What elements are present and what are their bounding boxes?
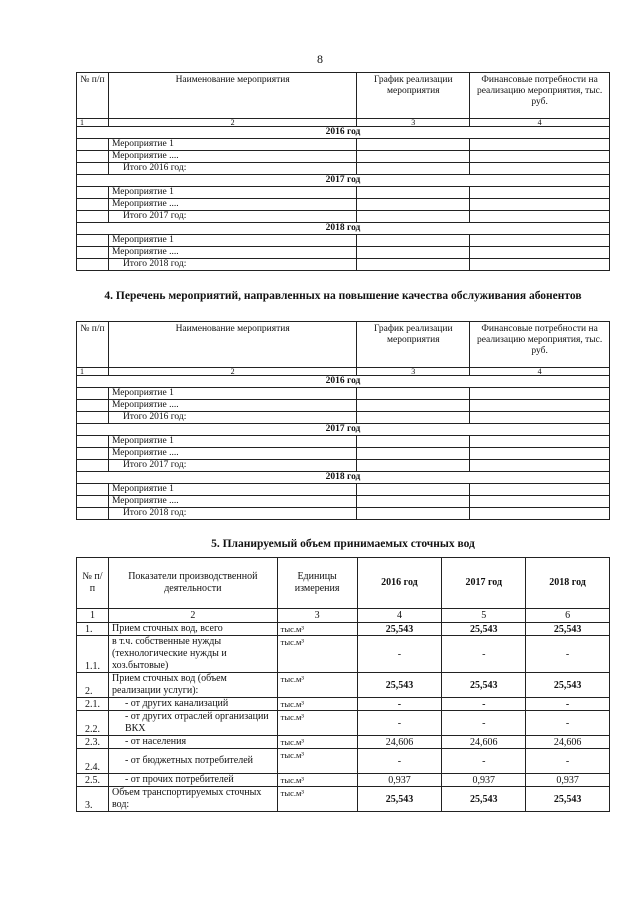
col-num: 4 [470, 119, 610, 127]
indicator-name: Прием сточных вод (объем реализации услуги): [108, 673, 277, 698]
year-label: 2017 год [77, 175, 610, 187]
value-2016: 0,937 [357, 774, 442, 787]
table-row [77, 235, 610, 247]
table-row [77, 400, 610, 412]
value-2017: - [442, 698, 526, 711]
table-header-row [77, 558, 610, 609]
value-2018: - [526, 636, 610, 673]
col-number-header: № п/п [77, 322, 109, 368]
table-row [77, 412, 610, 424]
year-row [77, 472, 610, 484]
indicator-name: Объем транспортируемых сточных вод: [108, 787, 277, 812]
unit-label: тыс.м³ [277, 749, 357, 774]
value-2018: - [526, 698, 610, 711]
col-name-header: Наименование мероприятия [108, 322, 356, 368]
wastewater-volume-table [76, 557, 610, 812]
total-label: Итого 2016 год: [108, 163, 356, 175]
value-2016: - [357, 711, 442, 736]
column-numbers-row [77, 119, 610, 127]
measure-name: Мероприятие 1 [108, 235, 356, 247]
year-label: 2018 год [77, 223, 610, 235]
table-row [77, 259, 610, 271]
value-2017: 0,937 [442, 774, 526, 787]
table-row [77, 199, 610, 211]
measure-name: Мероприятие .... [108, 151, 356, 163]
row-index: 2.2. [77, 711, 109, 736]
indicator-name: - от прочих потребителей [108, 774, 277, 787]
unit-label: тыс.м³ [277, 787, 357, 812]
col-num: 1 [77, 368, 109, 376]
table-row [77, 508, 610, 520]
year-row [77, 376, 610, 388]
table-row [77, 787, 610, 812]
value-2016: 24,606 [357, 736, 442, 749]
table-row [77, 151, 610, 163]
col-num: 2 [108, 609, 277, 623]
value-2016: - [357, 636, 442, 673]
col-indicator-header: Показатели производственной деятельности [108, 558, 277, 609]
value-2016: - [357, 749, 442, 774]
row-index: 2. [77, 673, 109, 698]
table-row [77, 749, 610, 774]
col-num: 3 [357, 368, 470, 376]
measure-name: Мероприятие 1 [108, 388, 356, 400]
unit-label: тыс.м³ [277, 636, 357, 673]
value-2017: 25,543 [442, 673, 526, 698]
measure-name: Мероприятие .... [108, 199, 356, 211]
indicator-name: - от бюджетных потребителей [108, 749, 277, 774]
year-row [77, 424, 610, 436]
table-header-row [77, 322, 610, 368]
total-label: Итого 2017 год: [108, 211, 356, 223]
unit-label: тыс.м³ [277, 736, 357, 749]
col-num: 2 [108, 119, 356, 127]
value-2016: 25,543 [357, 673, 442, 698]
col-num: 2 [108, 368, 356, 376]
table-row [77, 774, 610, 787]
value-2017: 25,543 [442, 787, 526, 812]
table-row [77, 623, 610, 636]
value-2018: - [526, 711, 610, 736]
table-row [77, 460, 610, 472]
measure-name: Мероприятие 1 [108, 484, 356, 496]
measure-name: Мероприятие 1 [108, 187, 356, 199]
value-2018: 25,543 [526, 787, 610, 812]
table-row [77, 698, 610, 711]
total-label: Итого 2016 год: [108, 412, 356, 424]
row-index: 2.5. [77, 774, 109, 787]
col-number-header: № п/п [77, 558, 109, 609]
row-index: 2.3. [77, 736, 109, 749]
value-2018: 24,606 [526, 736, 610, 749]
table-header-row [77, 73, 610, 119]
row-index: 1.1. [77, 636, 109, 673]
col-2016-header: 2016 год [357, 558, 442, 609]
value-2018: 0,937 [526, 774, 610, 787]
total-label: Итого 2018 год: [108, 508, 356, 520]
value-2018: 25,543 [526, 623, 610, 636]
column-numbers-row [77, 609, 610, 623]
col-finance-header: Финансовые потребности на реализацию мероприятия, тыс. руб. [470, 73, 610, 119]
table-row [77, 436, 610, 448]
table-row [77, 187, 610, 199]
total-label: Итого 2017 год: [108, 460, 356, 472]
table-row [77, 388, 610, 400]
row-index: 2.1. [77, 698, 109, 711]
year-label: 2016 год [77, 127, 610, 139]
value-2018: 25,543 [526, 673, 610, 698]
measure-name: Мероприятие .... [108, 448, 356, 460]
measure-name: Мероприятие .... [108, 400, 356, 412]
col-num: 1 [77, 609, 109, 623]
table-row [77, 496, 610, 508]
col-num: 3 [277, 609, 357, 623]
total-label: Итого 2018 год: [108, 259, 356, 271]
table-row [77, 673, 610, 698]
table-row [77, 247, 610, 259]
col-2018-header: 2018 год [526, 558, 610, 609]
indicator-name: в т.ч. собственные нужды (технологические нужды и хоз.бытовые) [108, 636, 277, 673]
table-row [77, 711, 610, 736]
col-number-header: № п/п [77, 73, 109, 119]
section-5-title: 5. Планируемый объем принимаемых сточных вод [211, 538, 475, 550]
unit-label: тыс.м³ [277, 698, 357, 711]
value-2017: - [442, 711, 526, 736]
page-number: 8 [317, 52, 323, 66]
value-2016: 25,543 [357, 623, 442, 636]
unit-label: тыс.м³ [277, 673, 357, 698]
col-num: 5 [442, 609, 526, 623]
col-schedule-header: График реализации мероприятия [357, 73, 470, 119]
year-label: 2017 год [77, 424, 610, 436]
indicator-name: - от населения [108, 736, 277, 749]
indicator-name: - от других канализаций [108, 698, 277, 711]
measures-table-2 [76, 321, 610, 520]
table-row [77, 139, 610, 151]
col-num: 1 [77, 119, 109, 127]
year-row [77, 127, 610, 139]
col-schedule-header: График реализации мероприятия [357, 322, 470, 368]
table-row [77, 484, 610, 496]
col-num: 4 [470, 368, 610, 376]
measures-table-1 [76, 72, 610, 271]
row-index: 3. [77, 787, 109, 812]
value-2018: - [526, 749, 610, 774]
value-2017: 25,543 [442, 623, 526, 636]
year-row [77, 223, 610, 235]
table-row [77, 636, 610, 673]
value-2016: - [357, 698, 442, 711]
table-row [77, 211, 610, 223]
table-row [77, 163, 610, 175]
value-2017: 24,606 [442, 736, 526, 749]
col-name-header: Наименование мероприятия [108, 73, 356, 119]
value-2016: 25,543 [357, 787, 442, 812]
section-4-title: 4. Перечень мероприятий, направленных на повышение качества обслуживания абонентов [104, 290, 582, 302]
row-index: 1. [77, 623, 109, 636]
col-num: 6 [526, 609, 610, 623]
unit-label: тыс.м³ [277, 711, 357, 736]
measure-name: Мероприятие .... [108, 247, 356, 259]
row-index: 2.4. [77, 749, 109, 774]
table-row [77, 736, 610, 749]
column-numbers-row [77, 368, 610, 376]
indicator-name: Прием сточных вод, всего [108, 623, 277, 636]
col-num: 3 [357, 119, 470, 127]
measure-name: Мероприятие .... [108, 496, 356, 508]
measure-name: Мероприятие 1 [108, 139, 356, 151]
unit-label: тыс.м³ [277, 623, 357, 636]
indicator-name: - от других отраслей организации ВКХ [108, 711, 277, 736]
col-finance-header: Финансовые потребности на реализацию мероприятия, тыс. руб. [470, 322, 610, 368]
col-num: 4 [357, 609, 442, 623]
table-row [77, 448, 610, 460]
year-row [77, 175, 610, 187]
value-2017: - [442, 749, 526, 774]
measure-name: Мероприятие 1 [108, 436, 356, 448]
unit-label: тыс.м³ [277, 774, 357, 787]
year-label: 2016 год [77, 376, 610, 388]
col-2017-header: 2017 год [442, 558, 526, 609]
value-2017: - [442, 636, 526, 673]
year-label: 2018 год [77, 472, 610, 484]
col-unit-header: Единицы измерения [277, 558, 357, 609]
